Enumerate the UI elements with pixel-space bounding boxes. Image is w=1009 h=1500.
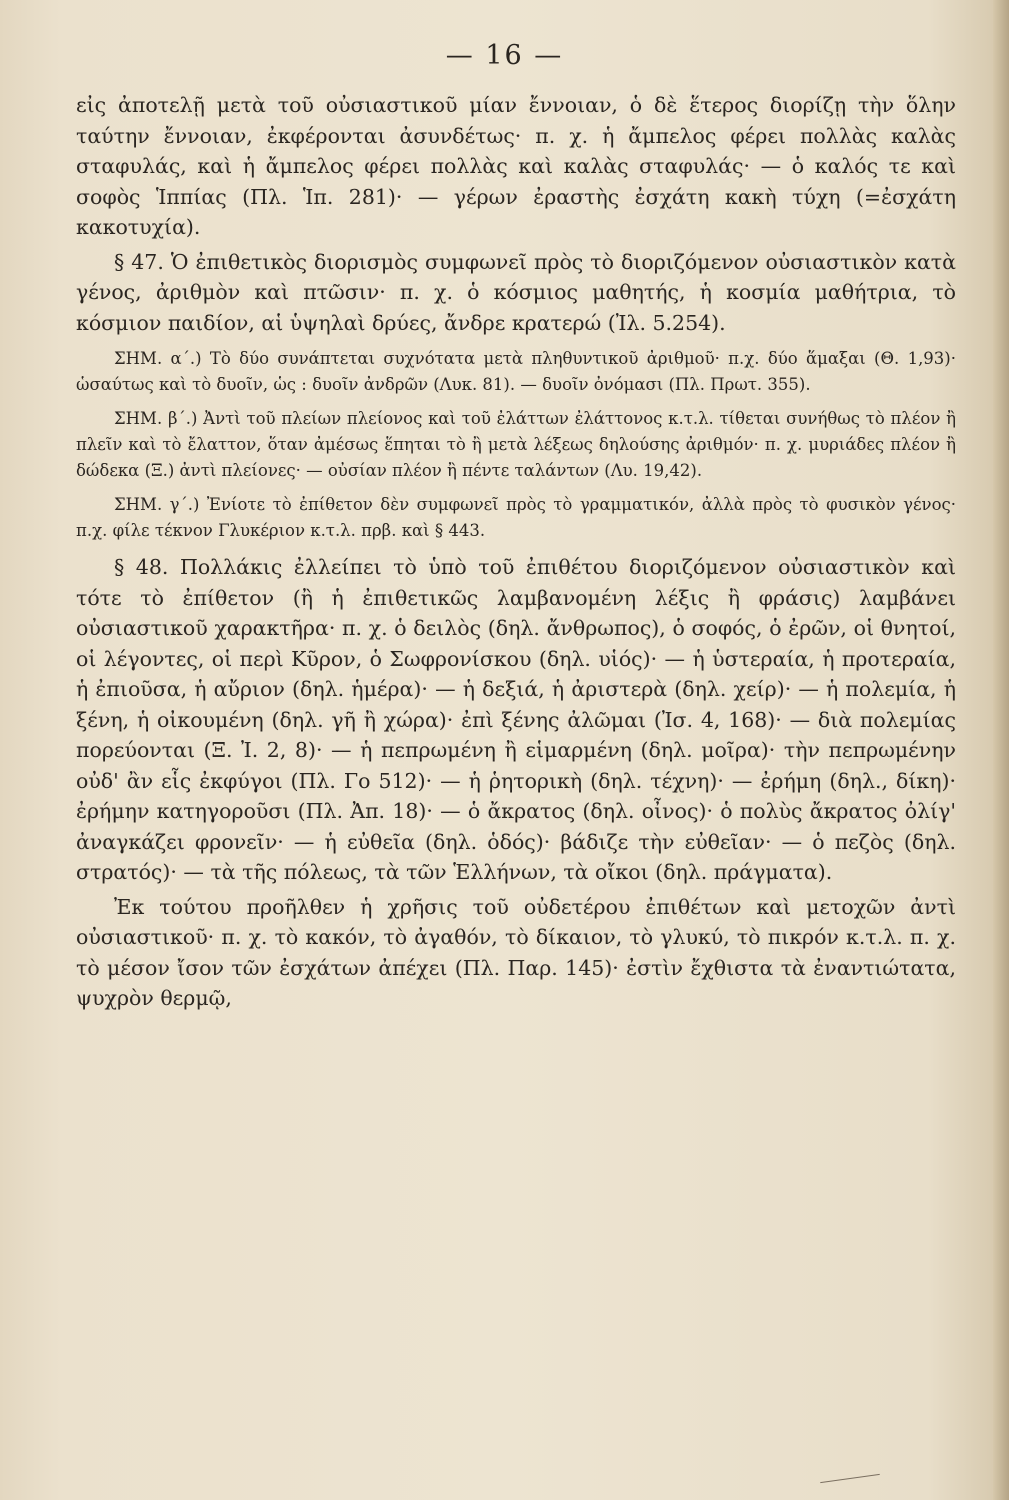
section-48: § 48. Πολλάκις ἐλλείπει τὸ ὑπὸ τοῦ ἐπιθέτου διοριζόμενον οὐσιαστικὸν καὶ τότε τὸ ἐπίθετον (ἢ ἡ ἐπιθετικῶς λαμβανομένη λέξις ἢ φράσις) λαμβάνει οὐσιαστικοῦ χαρακτῆρα· π. χ. ὁ δειλὸς (δηλ. ἄνθρωπος), ὁ σοφός, ὁ ἐρῶν, οἱ θνητοί, οἱ λέγοντες, οἱ περὶ Κῦρον, ὁ Σωφρονίσκου (δηλ. υἱός)· — ἡ ὑστεραία, ἡ προτεραία, ἡ ἐπιοῦσα, ἡ αὔριον (δηλ. ἡμέρα)· — ἡ δεξιά, ἡ ἀριστερὰ (δηλ. χείρ)· — ἡ πολεμία, ἡ ξένη, ἡ οἰκουμένη (δηλ. γῆ ἢ χώρα)· ἐπὶ ξένης ἀλῶμαι (Ἰσ. 4, 168)· — διὰ πολεμίας πορεύονται (Ξ. Ἰ. 2, 8)· — ἡ πεπρωμένη ἢ εἱμαρμένη (δηλ. μοῖρα)· τὴν πεπρωμένην οὐδ' ἂν εἷς ἐκφύγοι (Πλ. Γο 512)· — ἡ ῥητορικὴ (δηλ. τέχνη)· — ἐρήμη (δηλ., δίκη)· ἐρήμην κατηγοροῦσι (Πλ. Ἀπ. 18)· — ὁ ἄκρατος (δηλ. οἶνος)· ὁ πολὺς ἄκρατος ὀλίγ' ἀναγκάζει φρονεῖν· — ἡ εὐθεῖα (δηλ. ὁδός)· βάδιζε τὴν εὐθεῖαν· — ὁ πεζὸς (δηλ. στρατός)· — τὰ τῆς πόλεως, τὰ τῶν Ἑλλήνων, τὰ οἴκοι (δηλ. πράγματα). xyxy=(76,555,956,884)
paragraph-neuter-usage: Ἐκ τούτου προῆλθεν ἡ χρῆσις τοῦ οὐδετέρου ἐπιθέτων καὶ μετοχῶν ἀντὶ οὐσιαστικοῦ· π. χ. τὸ κακόν, τὸ ἀγαθόν, τὸ δίκαιον, τὸ γλυκύ, τὸ πικρόν κ.τ.λ. π. χ. τὸ μέσον ἴσον τῶν ἐσχάτων ἀπέχει (Πλ. Παρ. 145)· ἐστὶν ἔχθιστα τὰ ἐναντιώτατα, ψυχρὸν θερμῷ, xyxy=(76,894,956,1010)
section-47: § 47. Ὁ ἐπιθετικὸς διορισμὸς συμφωνεῖ πρὸς τὸ διοριζόμενον οὐσιαστικὸν κατὰ γένος, ἀριθμὸν καὶ πτῶσιν· π. χ. ὁ κόσμιος μαθητής, ἡ κοσμία μαθήτρια, τὸ κόσμιον παιδίον, αἱ ὑψηλαὶ δρύες, ἄνδρε κρατερώ (Ἰλ. 5.254). xyxy=(76,249,956,335)
paragraph-continuation: εἰς ἀποτελῇ μετὰ τοῦ οὐσιαστικοῦ μίαν ἔννοιαν, ὁ δὲ ἕτερος διορίζῃ τὴν ὅλην ταύτην ἔννοιαν, ἐκφέρονται ἀσυνδέτως· π. χ. ἡ ἄμπελος φέρει πολλὰς καλὰς σταφυλάς, καὶ ἡ ἄμπελος φέρει πολλὰς καὶ καλὰς σταφυλάς· — ὁ καλός τε καὶ σοφὸς Ἱππίας (Πλ. Ἱπ. 281)· — γέρων ἐραστὴς ἐσχάτη κακὴ τύχη (=ἐσχάτη κακοτυχία). xyxy=(76,93,956,239)
note-alpha: ΣΗΜ. α΄.) Τὸ δύο συνάπτεται συχνότατα μετὰ πληθυντικοῦ ἀριθμοῦ· π.χ. δύο ἅμαξαι (Θ. 1,93)· ὡσαύτως καὶ τὸ δυοῖν, ὡς : δυοῖν ἀνδρῶν (Λυκ. 81). — δυοῖν ὀνόμασι (Πλ. Πρωτ. 355). xyxy=(76,349,956,394)
page-edge xyxy=(993,0,1009,1500)
body-text xyxy=(76,90,956,1014)
note-beta: ΣΗΜ. β΄.) Ἀντὶ τοῦ πλείων πλείονος καὶ τοῦ ἐλάττων ἐλάττονος κ.τ.λ. τίθεται συνήθως τὸ πλέον ἢ πλεῖν καὶ τὸ ἔλαττον, ὅταν ἀμέσως ἕπηται τὸ ἢ μετὰ λέξεως δηλούσης ἀριθμόν· π. χ. μυριάδες πλέον ἢ δώδεκα (Ξ.) ἀντὶ πλείονες· — οὐσίαν πλέον ἢ πέντε ταλάντων (Λυ. 19,42). xyxy=(76,409,956,480)
note-gamma: ΣΗΜ. γ΄.) Ἐνίοτε τὸ ἐπίθετον δὲν συμφωνεῖ πρὸς τὸ γραμματικόν, ἀλλὰ πρὸς τὸ φυσικὸν γένος· π.χ. φίλε τέκνον Γλυκέριον κ.τ.λ. πρβ. καὶ § 443. xyxy=(76,495,956,540)
page-number: — 16 — xyxy=(445,40,564,71)
